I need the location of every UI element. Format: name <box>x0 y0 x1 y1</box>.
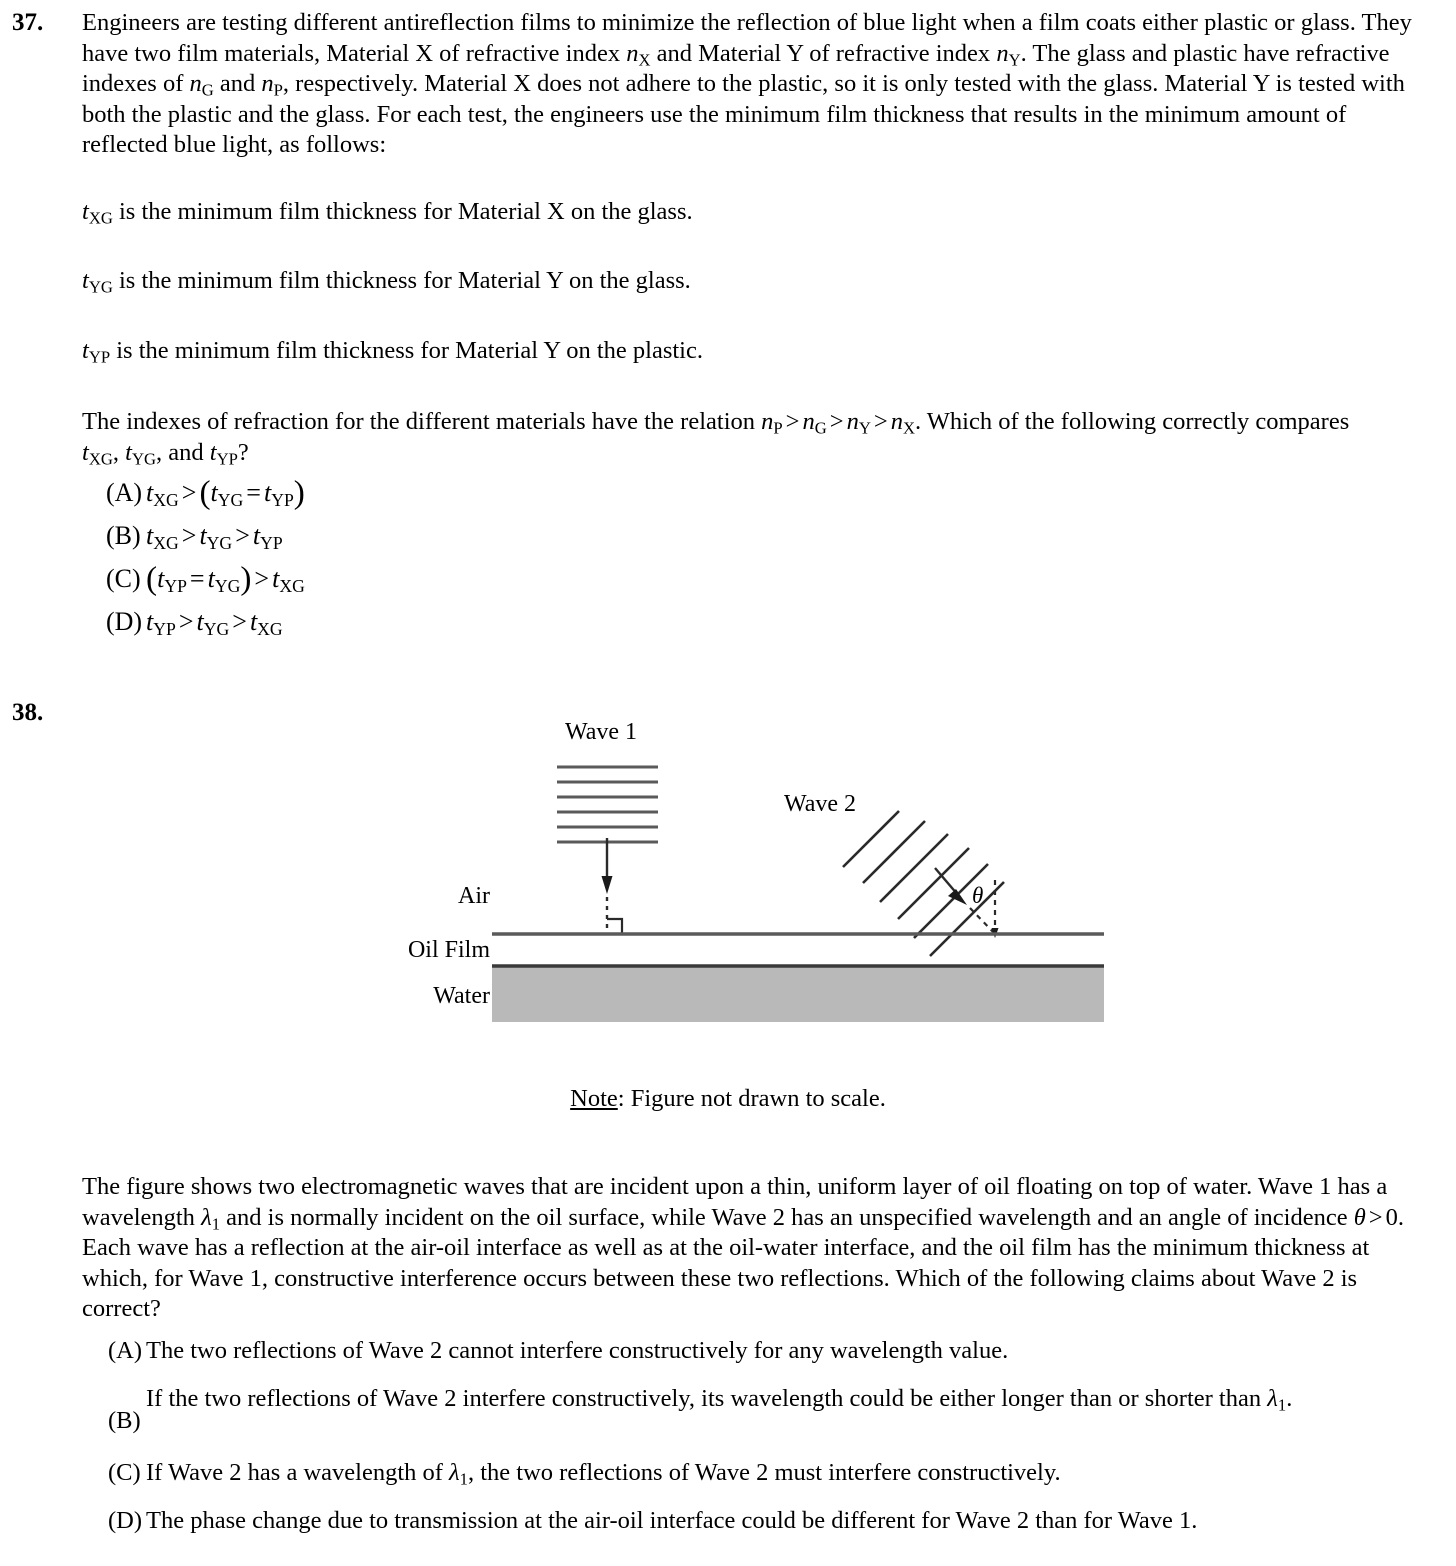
figure-note-underlined: Note <box>570 1085 618 1112</box>
question-37-choices <box>82 474 1442 650</box>
q37-stem-part-3: . The glass and plastic have refractive indexes of <box>82 39 1390 97</box>
choice-38-C[interactable] <box>82 1458 1442 1506</box>
symbol-lambda-1: $\lambda_1$ <box>201 1203 221 1234</box>
symbol-n-P-rel: $n_P$ <box>761 408 783 438</box>
symbol-n-G: $n_G$ <box>189 70 214 100</box>
q37-stem-part-2: and Material Y of refractive index <box>656 39 991 67</box>
q37-relation-paragraph: The indexes of refraction for the different materials have the relation $n_P > n_G > n_Y > n_X$. Which of the following correctly compares $t_{XG}$, $t_{YG}$, and $t_{YP}$? <box>82 408 1350 469</box>
choice-38-B-text <box>146 1384 1442 1415</box>
choice-38-D-label: (D) <box>108 1507 143 1534</box>
choice-37-D[interactable] <box>82 607 1442 650</box>
choice-38-D-text: The phase change due to transmission at the air-oil interface could be different for Wave 2 than for Wave 1. <box>146 1507 1198 1534</box>
question-37-stem <box>82 8 1430 161</box>
definition-t-YG <box>82 266 1430 297</box>
choice-38-A-text: The two reflections of Wave 2 cannot interfere constructively for any wavelength value. <box>146 1337 1009 1364</box>
gt-3: > <box>873 408 888 435</box>
question-38-body <box>82 1172 1430 1325</box>
symbol-theta: θ <box>1353 1203 1366 1231</box>
q37-relation-lead: The indexes of refraction for the different materials have the relation <box>82 408 755 435</box>
choice-37-D-label: (D) <box>106 607 143 636</box>
gt-1: > <box>785 408 800 435</box>
q37-relation-mid: . Which of the following correctly compares <box>914 408 1350 435</box>
zero-value: 0 <box>1385 1203 1398 1231</box>
q37-stem-part-1: Engineers are testing different antireflection films to minimize the reflection of blue light when a film coats either plastic or glass. They have two film materials, Material X of refractive index <box>82 9 1412 67</box>
question-number-37: 37. <box>12 9 44 36</box>
symbol-t-YG-cmp: $t_{YG}$ <box>125 438 156 469</box>
layer-label-water: Water <box>433 983 490 1009</box>
choice-37-B[interactable] <box>82 521 1442 564</box>
symbol-lambda-1-C: $\lambda_1$ <box>449 1459 468 1489</box>
choice-38-C-text-pre: If Wave 2 has a wavelength of <box>146 1459 443 1486</box>
gt-theta: > <box>1368 1203 1383 1231</box>
symbol-t-XG-cmp: $t_{XG}$ <box>82 438 113 469</box>
definition-t-XG-text: is the minimum film thickness for Material X on the glass. <box>119 198 693 225</box>
symbol-lambda-1-B: $\lambda_1$ <box>1267 1385 1287 1415</box>
question-38-choices <box>82 1336 1442 1554</box>
choice-38-B-text-post: . <box>1286 1385 1293 1412</box>
choice-37-C-text: $(t_{YP} = t_{YG}) > t_{XG}$ <box>146 560 305 598</box>
definition-t-YP-text: is the minimum film thickness for Material Y on the plastic. <box>116 337 703 364</box>
thin-film-diagram-svg <box>0 690 1456 1120</box>
choice-37-A[interactable] <box>82 474 1442 521</box>
figure-note-rest: : Figure not drawn to scale. <box>617 1085 886 1112</box>
layer-label-oil-film: Oil Film <box>407 937 490 963</box>
symbol-n-Y-rel: $n_Y$ <box>846 408 871 438</box>
symbol-n-Y: $n_Y$ <box>996 39 1021 70</box>
choice-38-B-label: (B) <box>108 1406 141 1434</box>
definition-t-YG-text: is the minimum film thickness for Material Y on the glass. <box>119 267 691 294</box>
choice-38-C-label: (C) <box>108 1459 141 1486</box>
symbol-n-X: $n_X$ <box>626 39 651 70</box>
wave1-wavefronts <box>557 767 658 842</box>
choice-38-D[interactable] <box>82 1506 1442 1554</box>
symbol-t-YG: $t_{YG}$ <box>82 267 113 297</box>
definition-t-YP <box>82 336 1430 367</box>
choice-38-B[interactable] <box>82 1384 1442 1458</box>
q37-relation-tail: ? <box>237 438 249 466</box>
choice-38-B-text-pre: If the two reflections of Wave 2 interfere constructively, its wavelength could be either longer than or shorter than <box>146 1385 1262 1412</box>
q38-body-s3: . Each wave has a reflection at the air-oil interface as well as at the oil-water interface, and the oil film has the minimum thickness at which, for Wave 1, constructive interference occurs between these two reflections. Which of the following claims about Wave 2 is correct? <box>82 1203 1404 1322</box>
q38-body-paragraph <box>82 1172 1430 1325</box>
q38-body-s1: The figure shows two electromagnetic waves that are incident upon a thin, uniform layer of oil floating on top of water. Wave 1 has a wavelength <box>82 1173 1388 1231</box>
choice-37-B-label: (B) <box>106 521 141 550</box>
choice-37-A-text: $t_{XG} >(t_{YG} = t_{YP})$ <box>146 474 305 512</box>
gt-2: > <box>829 408 844 435</box>
choice-37-D-text: $t_{YP} > t_{YG} > t_{XG}$ <box>146 607 283 639</box>
q37-stem-part-4: and <box>219 70 256 97</box>
layer-label-air: Air <box>458 883 490 909</box>
choice-38-C-text <box>146 1458 1442 1489</box>
symbol-n-G-rel: $n_G$ <box>802 408 827 438</box>
figure-note <box>0 1085 1456 1113</box>
symbol-t-YP-cmp: $t_{YP}$ <box>209 438 238 469</box>
symbol-n-X-rel: $n_X$ <box>890 408 915 438</box>
symbol-n-P: $n_P$ <box>261 70 283 100</box>
choice-37-C-label: (C) <box>106 564 141 593</box>
angle-theta-label: θ <box>972 883 984 908</box>
symbol-t-YP: $t_{YP}$ <box>82 337 111 367</box>
q38-body-s2: and is normally incident on the oil surface, while Wave 2 has an unspecified wavelength and an angle of incidence <box>226 1203 1348 1231</box>
q37-stem-part-5: , respectively. Material X does not adhere to the plastic, so it is only tested with the glass. Material Y is tested with both the plastic and the glass. For each test, the engineers use the minimum film thickness that results in the minimum amount of reflected blue light, as follows: <box>82 70 1405 158</box>
choice-37-B-text: $t_{XG} > t_{YG} > t_{YP}$ <box>146 521 283 553</box>
wave1-label: Wave 1 <box>565 719 638 745</box>
choice-37-C[interactable] <box>82 560 1442 607</box>
choice-38-A-label: (A) <box>108 1337 143 1364</box>
wave2-label: Wave 2 <box>784 791 857 817</box>
right-angle-marker <box>607 919 622 934</box>
choice-38-A[interactable] <box>82 1336 1442 1384</box>
choice-37-A-label: (A) <box>106 478 143 507</box>
question-number-38: 38. <box>12 699 44 726</box>
symbol-t-XG: $t_{XG}$ <box>82 198 113 228</box>
q37-stem-paragraph <box>82 8 1430 161</box>
choice-38-C-text-post: , the two reflections of Wave 2 must interfere constructively. <box>468 1459 1061 1486</box>
water-region <box>492 966 1104 1022</box>
thin-film-figure <box>0 690 1456 1120</box>
definition-t-XG <box>82 197 1430 228</box>
